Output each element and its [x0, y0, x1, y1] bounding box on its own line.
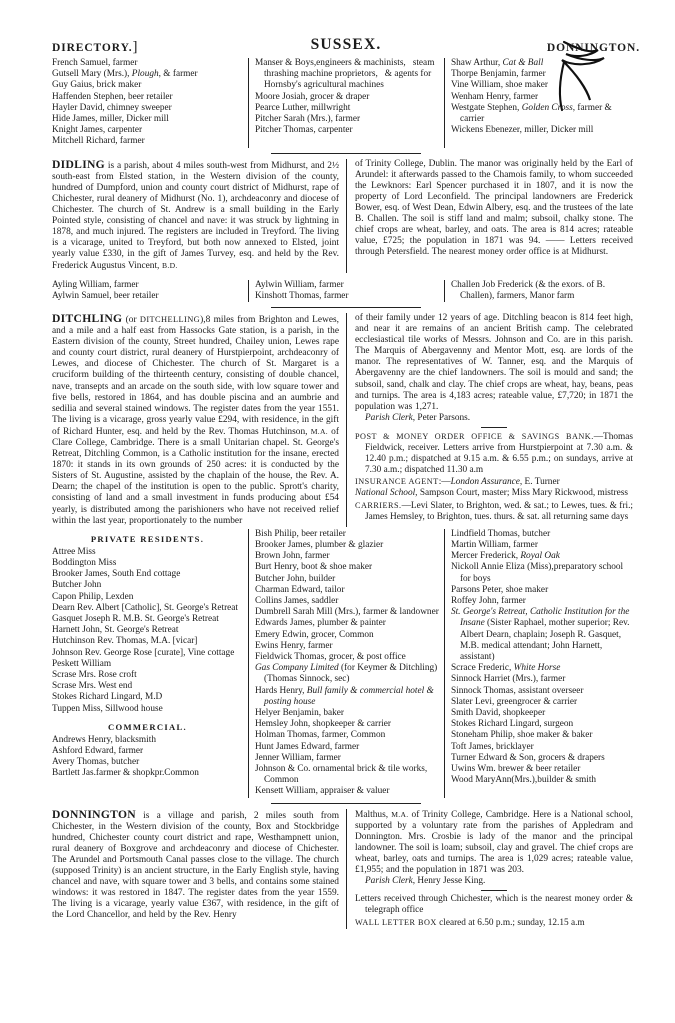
list-item: Avery Thomas, butcher: [52, 757, 140, 768]
list-item: French Samuel, farmer: [52, 58, 138, 68]
list-item: Brooker James, plumber & glazier: [254, 539, 384, 550]
list-item: Bartlett Jas.farmer & shopkpr.Common: [52, 768, 199, 779]
section-divider: [271, 153, 421, 154]
ditchling-national-school: National School, Sampson Court, master; Miss Mary Rickwood, mistress: [355, 488, 628, 499]
didling-listing: [52, 280, 640, 302]
section-divider: [271, 307, 421, 308]
inner-divider: [481, 890, 507, 891]
list-item: Brown John, farmer: [254, 551, 330, 562]
list-item: Sinnock Harriet (Mrs.), farmer: [450, 674, 566, 685]
ditchling-listing-column-2: [248, 529, 444, 798]
list-item: Vine William, shoe maker: [450, 80, 548, 91]
list-item: Gasquet Joseph R. M.B. St. George's Retreat: [52, 613, 219, 624]
list-item: Mitchell Richard, farmer: [52, 136, 145, 147]
list-item: Shaw Arthur, Cat & Ball: [450, 58, 544, 68]
list-item: Nickoll Annie Eliza (Miss),preparatory school for boys: [450, 562, 624, 584]
didling-column-right: [346, 159, 640, 273]
list-item: Kinshott Thomas, farmer: [254, 290, 349, 301]
private-residents-heading: PRIVATE RESIDENTS.: [90, 533, 205, 544]
list-item: Hards Henry, Bull family & commercial hotel & posting house: [254, 685, 434, 707]
list-item: Stokes Richard Lingard, M.D: [52, 692, 163, 703]
list-item: Attree Miss: [52, 546, 96, 557]
list-item: Aylwin William, farmer: [254, 279, 344, 290]
list-item: Dearn Rev. Albert [Catholic], St. George's Retreat: [52, 602, 239, 613]
list-item: Stoneham Philip, shoe maker & baker: [450, 730, 593, 741]
list-item: Ashford Edward, farmer: [52, 746, 144, 756]
list-item: Wickens Ebenezer, miller, Dicker mill: [450, 125, 594, 136]
list-item: Boddington Miss: [52, 557, 117, 568]
list-item: Moore Josiah, grocer & draper: [254, 91, 370, 102]
list-item: Pitcher Thomas, carpenter: [254, 125, 353, 136]
running-head: [52, 28, 640, 54]
list-item: Challen Job Frederick (& the exors. of B. Challen), farmers, Manor farm: [450, 279, 606, 301]
list-item: Charman Edward, tailor: [254, 584, 345, 595]
donnington-column-left: [52, 809, 346, 929]
list-item: Roffey John, farmer: [450, 595, 526, 606]
list-item: Smith David, shopkeeper: [450, 708, 546, 718]
ditchling-carriers: CARRIERS.—Levi Slater, to Brighton, wed. & sat.; to Lewes, tues. & fri.; James Hemsley, to Brighton, tues. thurs. & sat. all returning same days: [355, 500, 633, 522]
list-item: Knight James, carpenter: [52, 125, 143, 136]
ditchling-column-left: [52, 313, 346, 527]
donnington-wall-letter-box: WALL LETTER BOX cleared at 6.50 p.m.; sunday, 12.15 a.m: [355, 917, 585, 928]
list-item: Gas Company Limited (for Keymer & Ditchling) (Thomas Sinnock, sec): [254, 663, 438, 685]
list-item: Parsons Peter, shoe maker: [450, 584, 549, 595]
didling-text-right: of Trinity College, Dublin. The manor was originally held by the Earl of Arundel: it afterwards passed to the Chamois family, to whom succeeded the Lewknors: Earl Spencer purchased it in 1807, and it is now the property of Lord Leconfield. The principal landowners are Frederick Bower, esq. of West Dean, Edwin Albery, esq. and the trustees of the late B. Challen. The soil is stiff land and malm; subsoil, chalky stone. The chief crops are wheat, barley, and oats. The area is 814 acres; rateable value, £725; the population in 1871 was 94. —— Letters received through Petersfield. The nearest money order office is at Midhurst.: [355, 158, 633, 258]
list-item: Bish Philip, beer retailer: [254, 528, 346, 539]
list-item: Slater Levi, greengrocer & carrier: [450, 696, 578, 707]
list-item: Andrews Henry, blacksmith: [52, 734, 156, 745]
ditchling-listing: [52, 529, 640, 798]
didling-body: [52, 159, 640, 273]
section-ditchling: [52, 313, 640, 798]
list-item: Hemsley John, shopkeeper & carrier: [254, 719, 392, 730]
list-item: Wenham Henry, farmer: [450, 91, 539, 102]
running-head-bracket: ]: [132, 39, 139, 55]
didling-text-left: DIDLING is a parish, about 4 miles south-west from Midhurst, and 2½ south-east from Elsted station, in the Western division of the county, hundred of Dumpford, union and county court district of Midhurst, rape of Chichester, rural deanery of Midhurst (No. 1), archdeaconry and diocese of Chichester. The church of St. Andrew is a small building in the Early Pointed style, consisting of chancel and nave: it was struck by lightning in 1878, and much injured. The registers are included in Treyford. The living is a vicarage, united to Treyford, but both now annexed to Elsted, joint yearly value £330, in the gift of James Turvey, esq. and held by the Rev. Frederick Augustus Vincent, B.D.: [52, 157, 339, 272]
running-head-right: [460, 42, 640, 54]
directory-page: [52, 28, 640, 929]
ditchling-post-office: POST & MONEY ORDER OFFICE & SAVINGS BANK.—Thomas Fieldwick, receiver. Letters arrive from Hurstpierpoint at 7.30 a.m. & 12.40 p.m.; dispatched at 9.15 a.m. & 6.55 p.m.; on sundays, arrive at 7.30 a.m.; dispatched 11.30 a.m: [355, 432, 633, 476]
list-item: Gutsell Mary (Mrs.), Plough, & farmer: [52, 69, 198, 80]
list-item: Guy Gaius, brick maker: [52, 80, 142, 91]
didling-listing-column-1: [52, 280, 248, 302]
running-head-county: SUSSEX.: [310, 36, 382, 53]
list-item: St. George's Retreat, Catholic Institution for the Insane (Sister Raphael, mother superior; Rev. Albert Dearn, chaplain; Joseph R. Gasquet, M.B. medical attendant; John Harnett, assistant): [450, 607, 630, 662]
top-listing: [52, 58, 640, 148]
list-item: Johnson & Co. ornamental brick & tile works, Common: [254, 764, 428, 786]
list-item: Manser & Boys,engineers & machinists, steam thrashing machine proprietors, & agents for Hornsby's agricultural machines: [254, 58, 435, 91]
list-item: Wood MaryAnn(Mrs.),builder & smith: [450, 775, 597, 786]
didling-column-left: [52, 159, 346, 273]
list-item: Holman Thomas, farmer, Common: [254, 730, 386, 741]
top-listing-column-3: [444, 58, 640, 148]
list-item: Burt Henry, boot & shoe maker: [254, 562, 373, 573]
list-item: Sinnock Thomas, assistant overseer: [450, 685, 584, 696]
top-listing-column-2: [248, 58, 444, 148]
list-item: Johnson Rev. George Rose [curate], Vine cottage: [52, 647, 235, 658]
list-item: Collins James, saddler: [254, 595, 339, 606]
ditchling-listing-column-1: [52, 529, 248, 798]
list-item: Edwards James, plumber & painter: [254, 618, 386, 629]
donnington-column-right: [346, 809, 640, 929]
list-item: Hutchinson Rev. Thomas, M.A. [vicar]: [52, 636, 198, 647]
list-item: Westgate Stephen, Golden Cross, farmer & carrier: [450, 102, 612, 125]
list-item: Dumbrell Sarah Mill (Mrs.), farmer & landowner: [254, 607, 439, 618]
list-item: Butcher John, builder: [254, 573, 336, 584]
list-item: Mercer Frederick, Royal Oak: [450, 551, 560, 562]
list-item: Haffenden Stephen, beer retailer: [52, 91, 173, 102]
list-item: Kensett William, appraiser & valuer: [254, 786, 390, 797]
list-item: Toft James, bricklayer: [450, 741, 534, 752]
list-item: Pitcher Sarah (Mrs.), farmer: [254, 114, 361, 125]
list-item: Harnett John, St. George's Retreat: [52, 625, 179, 636]
list-item: Martin William, farmer: [450, 539, 538, 550]
list-item: Ayling William, farmer: [52, 279, 139, 290]
ditchling-insurance-agent: INSURANCE AGENT:—London Assurance, E. Turner: [355, 477, 560, 488]
list-item: Peskett William: [52, 658, 112, 669]
didling-listing-column-2: [248, 280, 444, 302]
list-item: Scrase Mrs. Rose croft: [52, 669, 137, 680]
list-item: Fieldwick Thomas, grocer, & post office: [254, 651, 406, 662]
list-item: Emery Edwin, grocer, Common: [254, 629, 374, 640]
section-didling: [52, 159, 640, 302]
ditchling-column-right: [346, 313, 640, 527]
donnington-text-right: Malthus, M.A. of Trinity College, Cambridge. Here is a National school, supported by a voluntary rate from the parishes of Appledram and Donnington. Mrs. Crosbie is lady of the manor and the principal landowner. The soil is loam; subsoil, clay and gravel. The chief crops are wheat, barley, oats and turnips. The area is 1,029 acres; rateable value, £1,955; and the population in 1871 was 203.: [355, 809, 634, 876]
didling-listing-column-3: [444, 280, 640, 302]
list-item: Hide James, miller, Dicker mill: [52, 114, 169, 125]
donnington-letters-note: Letters received through Chichester, which is the nearest money order & telegraph office: [355, 894, 633, 916]
list-item: Butcher John: [52, 580, 102, 591]
ditchling-text-right: of their family under 12 years of age. Ditchling beacon is 814 feet high, and near it are remains of an ancient British camp. The celebrated ecclesiastical tile works of Messrs. Johnson and Co. are in this parish. The Marquis of Abergavenny and Mentor Mott, esq. are lords of the manor. The representatives of W. Tanner, esq. and the Marquis of Abergavenny are the chief landowners. The soil is mould and sand; the subsoil, sand, chalk and clay. The chief crops are wheat, hay, beans, peas and turnips. The area is 4,183 acres; rateable value, £7,720; in 1871 the population was 1,271.: [355, 312, 633, 412]
list-item: Turner Edward & Son, grocers & drapers: [450, 752, 605, 763]
donnington-text-left: DONNINGTON is a village and parish, 2 miles south from Chichester, in the Western division of the county, Box and Stockbridge hundred, Chichester county court district and rape, Westhampnett union, rural deanery of Boxgrove and archdeaconry and diocese of Chichester. The Arundel and Portsmouth Canal passes close to the village. The church (supposed Trinity) is an ancient structure, in the Early English style, having chancel and nave, with square tower and 3 bells, and contains some stained windows: it was restored in 1847. The register dates from the year 1559. The living is a vicarage, yearly value £367, with residence, in the gift of the Lord Chancellor, and held by the Rev. Henry: [52, 807, 339, 921]
top-listing-column-1: [52, 58, 248, 148]
ditchling-parish-clerk: Parish Clerk, Peter Parsons.: [365, 412, 471, 423]
list-item: Uwins Wm. brewer & beer retailer: [450, 764, 581, 775]
list-item: Scrace Frederic, White Horse: [450, 663, 561, 674]
list-item: Lindfield Thomas, butcher: [450, 528, 551, 539]
running-head-right-label: DONNINGTON.: [546, 42, 640, 54]
section-donnington: [52, 809, 640, 929]
ditchling-text-left: DITCHLING (or DITCHELLING),8 miles from Brighton and Lewes, and a mile and a half east from Hassocks Gate station, is a parish, in the Eastern division of the county, Street hundred, Chailey union, Lewes rape and county court district, rural deanery of Hurstpierpoint, archdeaconry of Lewes, and diocese of Chichester. The church of St. Margaret is a cruciform building of the thirteenth century, consisting of double chancel, nave, transepts and an arcade on the south side, with low square tower and five bells, restored in 1864, and has double piscina and an aumbrie and sedilia and several stained windows. The register dates from the year 1551. The living is a vicarage, gross yearly value £294, with residence, in the gift of Richard Hunter, esq. and held by the Rev. Thomas Hutchinson, M.A. of Clare College, Cambridge. There is a small Unitarian chapel. St. George's Retreat, Ditchling Common, is a Catholic institution for the insane, erected 1870: it stands in its own grounds of 250 acres: it is conducted by the Sisters of St. Augustine, assisted by the chaplain of the house, the Rev. A. Dearn; the chapel of the institution is open to the public. Sprott's charity, consisting of land and a small investment in funds producing about £54 yearly, is distributed among the parishioners who have not received relief within the last year, proportionately to the number: [52, 311, 339, 526]
section-divider: [271, 803, 421, 804]
list-item: Helyer Benjamin, baker: [254, 708, 345, 718]
list-item: Stokes Richard Lingard, surgeon: [450, 719, 574, 730]
running-head-left-label: DIRECTORY.: [52, 42, 133, 54]
list-item: Thorpe Benjamin, farmer: [450, 69, 546, 80]
list-item: Ewins Henry, farmer: [254, 640, 333, 651]
donnington-parish-clerk: Parish Clerk, Henry Jesse King.: [365, 876, 486, 887]
list-item: Hayler David, chimney sweeper: [52, 102, 172, 113]
inner-divider: [481, 427, 507, 428]
list-item: Jenner William, farmer: [254, 752, 341, 763]
list-item: Aylwin Samuel, beer retailer: [52, 290, 159, 301]
ditchling-listing-column-3: [444, 529, 640, 798]
donnington-body: [52, 809, 640, 929]
list-item: Scrase Mrs. West end: [52, 681, 133, 692]
list-item: Hunt James Edward, farmer: [254, 741, 360, 752]
ditchling-body: [52, 313, 640, 527]
list-item: Pearce Luther, millwright: [254, 102, 351, 113]
list-item: Tuppen Miss, Sillwood house: [52, 703, 163, 714]
running-head-left: [52, 39, 232, 55]
commercial-heading: COMMERCIAL.: [107, 721, 187, 732]
list-item: Capon Philip, Lexden: [52, 591, 134, 602]
list-item: Brooker James, South End cottage: [52, 569, 181, 580]
